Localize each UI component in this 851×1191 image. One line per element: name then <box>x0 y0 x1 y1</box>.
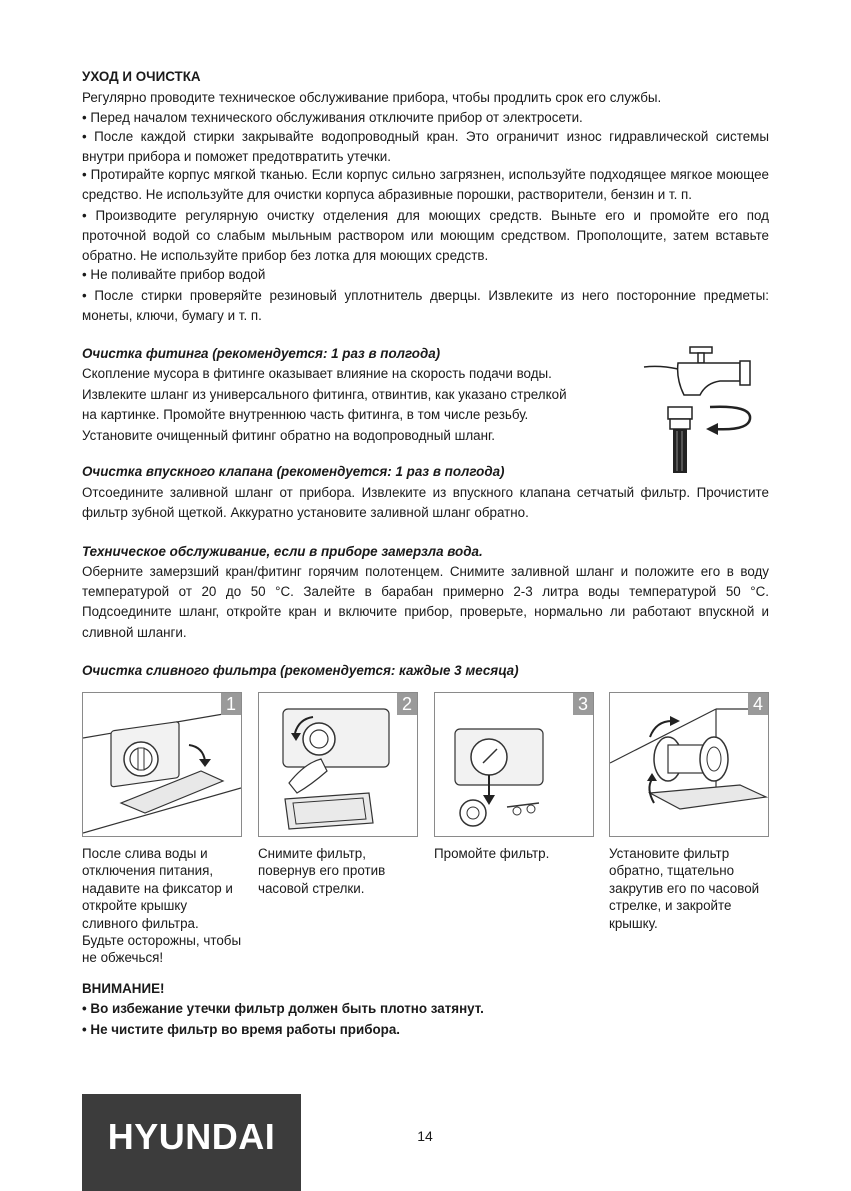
warning-title: ВНИМАНИЕ! <box>82 981 165 996</box>
step-number: 3 <box>573 693 593 715</box>
care-bullet: • После каждой стирки закрывайте водопроводный кран. Это ограничит износ гидравлической системы внутри прибора и поможет предотвратить утечки. <box>82 129 769 165</box>
fitting-line: Скопление мусора в фитинге оказывает влияние на скорость подачи воды. <box>82 366 552 381</box>
remove-filter-illustration <box>259 693 417 836</box>
brand-logo <box>82 1094 301 1191</box>
step-4-panel <box>609 692 769 837</box>
care-bullet: • Перед началом технического обслуживания отключите прибор от электросети. <box>82 110 583 125</box>
brand-name: HYUNDAI <box>107 1116 276 1157</box>
step-2-panel <box>258 692 418 837</box>
section-title-drain: Очистка сливного фильтра (рекомендуется: каждые 3 месяца) <box>82 663 519 678</box>
section-title-frozen: Техническое обслуживание, если в приборе замерзла вода. <box>82 544 483 559</box>
rinse-filter-illustration <box>435 693 593 836</box>
faucet-illustration <box>640 335 770 475</box>
step-1-caption: После слива воды и отключения питания, надавите на фиксатор и откройте крышку сливного фильтра. Будьте осторожны, чтобы не обжечься! <box>82 846 242 966</box>
section-title-valve: Очистка впускного клапана (рекомендуется: 1 раз в полгода) <box>82 464 505 479</box>
step-number: 2 <box>397 693 417 715</box>
install-filter-illustration <box>610 693 768 836</box>
step-1-panel <box>82 692 242 837</box>
care-bullet: • Протирайте корпус мягкой тканью. Если корпус сильно загрязнен, используйте подходящее мягкое моющее средство. Не используйте для очистки корпуса абразивные порошки, растворители, бензин и т. п. <box>82 167 769 203</box>
frozen-text: Оберните замерзший кран/фитинг горячим полотенцем. Снимите заливной шланг и положите его в воду температурой от 20 до 50 °C. Залейте в барабан примерно 2-3 литра воды температурой 50 °C. Подсоедините шланг, откройте кран и включите прибор, проверьте, нормально ли работают впускной и сливной шланги. <box>82 564 769 640</box>
care-intro: Регулярно проводите техническое обслуживание прибора, чтобы продлить срок его службы. <box>82 90 662 105</box>
step-3-panel <box>434 692 594 837</box>
care-bullet: • После стирки проверяйте резиновый уплотнитель дверцы. Извлеките из него посторонние предметы: монеты, ключи, бумагу и т. п. <box>82 288 769 324</box>
section-title-care: УХОД И ОЧИСТКА <box>82 69 201 84</box>
warning-item: • Не чистите фильтр во время работы прибора. <box>82 1022 401 1037</box>
valve-text: Отсоедините заливной шланг от прибора. Извлеките из впускного клапана сетчатый фильтр. Прочистите фильтр зубной щеткой. Аккуратно установите заливной шланг обратно. <box>82 485 769 521</box>
open-cover-illustration <box>83 693 241 836</box>
fitting-line: на картинке. Промойте внутреннюю часть фитинга, в том числе резьбу. <box>82 407 529 422</box>
fitting-line: Установите очищенный фитинг обратно на водопроводный шланг. <box>82 428 495 443</box>
care-bullet: • Не поливайте прибор водой <box>82 267 266 282</box>
step-number: 4 <box>748 693 768 715</box>
step-3-caption: Промойте фильтр. <box>434 846 550 861</box>
step-4-caption: Установите фильтр обратно, тщательно закрутив его по часовой стрелке, и закройте крышку. <box>609 846 760 931</box>
fitting-line: Извлеките шланг из универсального фитинга, отвинтив, как указано стрелкой <box>82 387 567 402</box>
step-2-caption: Снимите фильтр, повернув его против часовой стрелки. <box>258 846 386 896</box>
warning-item: • Во избежание утечки фильтр должен быть плотно затянут. <box>82 1001 484 1016</box>
page-number: 14 <box>417 1128 433 1144</box>
section-title-fitting: Очистка фитинга (рекомендуется: 1 раз в полгода) <box>82 346 441 361</box>
step-number: 1 <box>221 693 241 715</box>
care-bullet: • Производите регулярную очистку отделения для моющих средств. Выньте его и промойте его под проточной водой со слабым мыльным раствором или моющим средством. Прополощите, затем вставьте обратно. Не используйте прибор без лотка для моющих средств. <box>82 208 769 264</box>
